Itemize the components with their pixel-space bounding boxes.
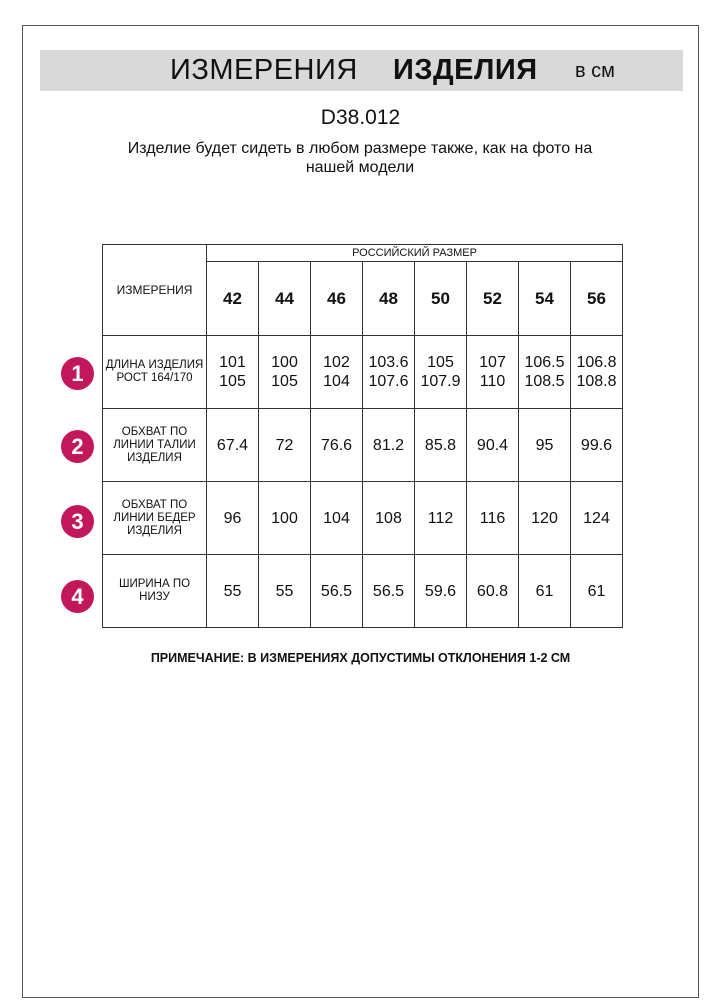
table-cell: 67.4 [207, 409, 259, 482]
table-cell: 99.6 [571, 409, 623, 482]
table-cell: 95 [519, 409, 571, 482]
table-cell: 61 [519, 555, 571, 628]
row-label-hips: ОБХВАТ ПО ЛИНИИ БЕДЕР ИЗДЕЛИЯ [103, 482, 207, 555]
russian-size-header: РОССИЙСКИЙ РАЗМЕР [207, 245, 623, 262]
size-header: 42 [207, 262, 259, 336]
size-header: 46 [311, 262, 363, 336]
table-cell: 85.8 [415, 409, 467, 482]
size-header: 52 [467, 262, 519, 336]
table-cell: 102 104 [311, 336, 363, 409]
table-cell: 72 [259, 409, 311, 482]
row-number-badge: 3 [61, 505, 94, 538]
row-label-waist: ОБХВАТ ПО ЛИНИИ ТАЛИИ ИЗДЕЛИЯ [103, 409, 207, 482]
table-cell: 103.6 107.6 [363, 336, 415, 409]
table-row [103, 482, 623, 555]
table-cell: 120 [519, 482, 571, 555]
table-cell: 96 [207, 482, 259, 555]
size-header: 54 [519, 262, 571, 336]
table-row [103, 409, 623, 482]
table-row [103, 555, 623, 628]
size-header: 44 [259, 262, 311, 336]
row-label-length: ДЛИНА ИЗДЕЛИЯ РОСТ 164/170 [103, 336, 207, 409]
table-cell: 116 [467, 482, 519, 555]
table-cell: 60.8 [467, 555, 519, 628]
article-number: D38.012 [320, 106, 401, 129]
table-cell: 56.5 [363, 555, 415, 628]
table-cell: 105 107.9 [415, 336, 467, 409]
size-header: 56 [571, 262, 623, 336]
row-number-badge: 4 [61, 580, 94, 613]
table-cell: 106.5 108.5 [519, 336, 571, 409]
table-cell: 90.4 [467, 409, 519, 482]
title-product: ИЗДЕЛИЯ [393, 54, 538, 86]
table-cell: 106.8 108.8 [571, 336, 623, 409]
table-cell: 55 [259, 555, 311, 628]
table-cell: 76.6 [311, 409, 363, 482]
table-cell: 112 [415, 482, 467, 555]
table-cell: 100 105 [259, 336, 311, 409]
table-cell: 104 [311, 482, 363, 555]
table-cell: 107 110 [467, 336, 519, 409]
table-cell: 55 [207, 555, 259, 628]
row-label-hem-width: ШИРИНА ПО НИЗУ [103, 555, 207, 628]
title-unit: в см [575, 60, 615, 82]
table-row [103, 336, 623, 409]
table-cell: 101 105 [207, 336, 259, 409]
table-cell: 61 [571, 555, 623, 628]
fit-description: Изделие будет сидеть в любом размере также, как на фото на нашей модели [127, 140, 593, 176]
tolerance-note: ПРИМЕЧАНИЕ: В ИЗМЕРЕНИЯХ ДОПУСТИМЫ ОТКЛОНЕНИЯ 1-2 СМ [150, 651, 571, 665]
title-measurements: ИЗМЕРЕНИЯ [170, 54, 358, 86]
table-cell: 56.5 [311, 555, 363, 628]
row-number-badge: 1 [61, 357, 94, 390]
table-cell: 108 [363, 482, 415, 555]
size-header: 50 [415, 262, 467, 336]
size-header: 48 [363, 262, 415, 336]
table-cell: 100 [259, 482, 311, 555]
table-cell: 124 [571, 482, 623, 555]
row-number-badge: 2 [61, 430, 94, 463]
measurements-header: ИЗМЕРЕНИЯ [103, 245, 207, 336]
table-cell: 81.2 [363, 409, 415, 482]
table-cell: 59.6 [415, 555, 467, 628]
size-table [102, 244, 623, 628]
